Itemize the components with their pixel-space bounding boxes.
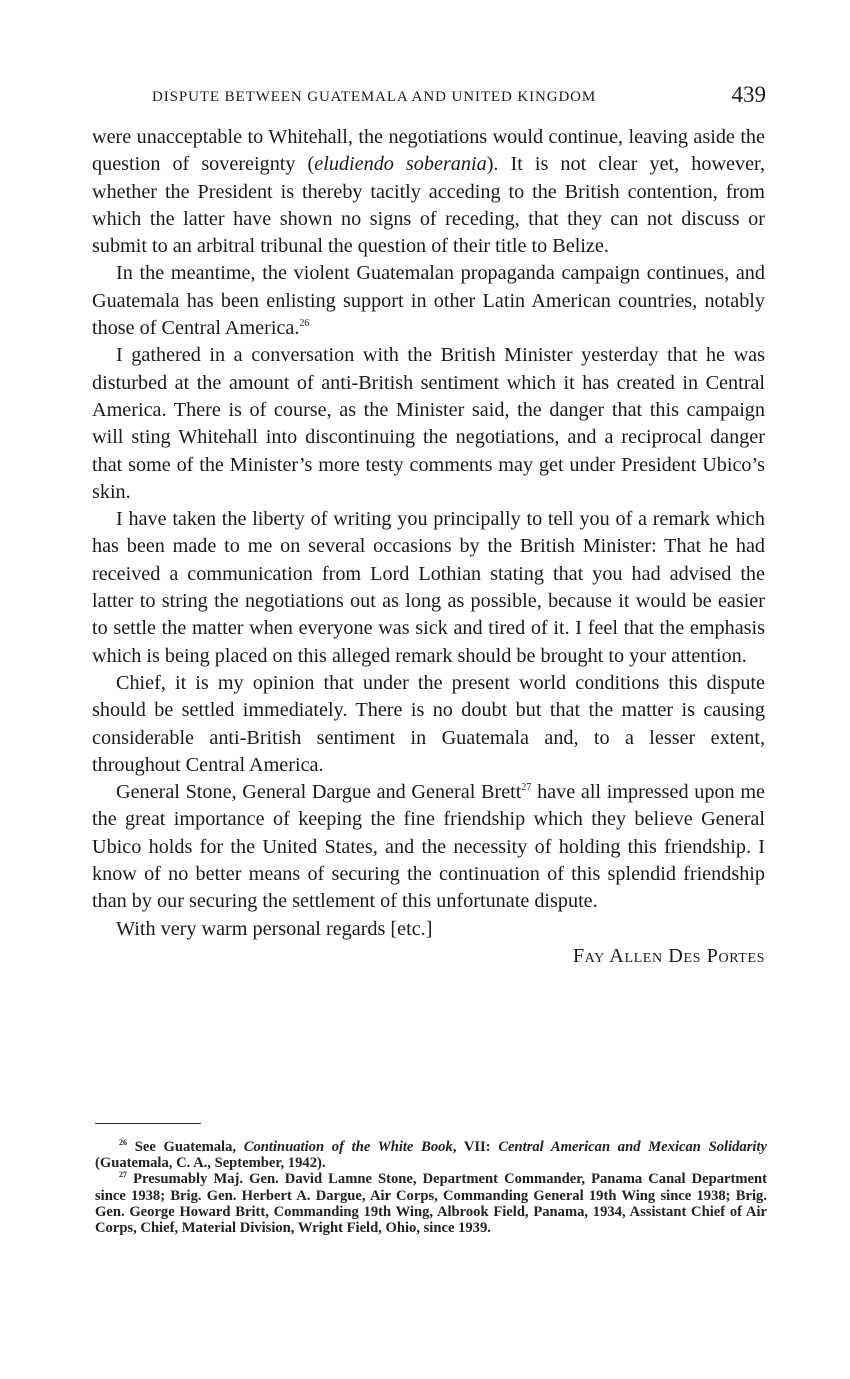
paragraph-1 [92, 124, 765, 260]
paragraph-4: I have taken the liberty of writing you principally to tell you of a remark which has been made to me on several occasions by the British Minister: That he had received a communication from Lord Lothian stating that you had advised the latter to string the negotiations out as long as possible, because it would be easier to settle the matter when everyone was sick and tired of it. I feel that the emphasis which is being placed on this alleged remark should be brought to your attention. [92, 508, 765, 667]
paragraph-6 [92, 779, 765, 915]
footnote-ref-26: 26 [299, 318, 310, 330]
page-number: 439 [731, 82, 766, 107]
paragraph-1-text-b: ). It is not clear yet, however, whether the President is thereby tacitly acceding to the British contention, from which the latter have shown no signs of receding, that they can not discuss or submit to an arbitral tribunal the question of their title to Belize. [92, 153, 765, 258]
letter-body [92, 124, 765, 970]
footnote-27 [95, 1171, 767, 1236]
footnote-ref-27: 27 [521, 782, 532, 794]
footnote-26-number: 26 [119, 1138, 127, 1147]
closing-line: With very warm personal regards [etc.] [116, 917, 433, 940]
paragraph-1-text-a: were unacceptable to Whitehall, the negotiations would continue, leaving aside the question of sovereignty ( [92, 126, 765, 176]
footnotes [95, 1139, 767, 1236]
paragraph-6-text-b: have all impressed upon me the great importance of keeping the fine friendship which they believe General Ubico holds for the United States, and the necessity of holding this friendship. I know of no better means of securing the continuation of this splendid friendship than by our securing the settlement of this unfortunate dispute. [92, 781, 765, 913]
paragraph-6-text-a: General Stone, General Dargue and General Brett [116, 781, 522, 804]
footnote-27-text: Presumably Maj. Gen. David Lamne Stone, Department Commander, Panama Canal Department since 1938; Brig. Gen. Herbert A. Dargue, Air Corps, Commanding General 19th Wing since 1938; Brig. Gen. George Howard Britt, Commanding 19th Wing, Albrook Field, Panama, 1934, Assistant Chief of Air Corps, Chief, Material Division, Wright Field, Ohio, since 1939. [95, 1171, 767, 1237]
footnote-27-number: 27 [119, 1170, 127, 1180]
paragraph-5: Chief, it is my opinion that under the present world conditions this dispute should be settled immediately. There is no doubt but that the matter is causing considerable anti-British sentiment in Guatemala and, to a lesser extent, throughout Central America. [92, 671, 765, 776]
footnote-26 [95, 1139, 767, 1171]
footnote-26-italic-b: Central American and Mexican Solidarity [498, 1139, 767, 1155]
footnote-divider [95, 1123, 201, 1124]
paragraph-2-text: In the meantime, the violent Guatemalan propaganda campaign continues, and Guatemala has been enlisting support in other Latin American countries, notably those of Central America. [92, 262, 765, 340]
paragraph-3: I gathered in a conversation with the British Minister yesterday that he was disturbed at the amount of anti-British sentiment which it has created in Central America. There is of course, as the Minister said, the danger that this campaign will sting Whitehall into discontinuing the negotiations, and a reciprocal danger that some of the Minister’s more testy comments may get under President Ubico’s skin. [92, 344, 765, 503]
signature: Fay Allen Des Portes [572, 944, 765, 967]
footnote-26-text-b: , VII: [452, 1139, 499, 1155]
paragraph-2 [92, 260, 765, 342]
running-head [152, 82, 766, 112]
footnote-26-italic-a: Continuation of the White Book [243, 1139, 453, 1155]
footnote-26-text-a: See Guatemala, [134, 1139, 244, 1155]
paragraph-1-italic: eludiendo soberania [314, 153, 487, 176]
footnote-26-text-c: (Guatemala, C. A., September, 1942). [95, 1155, 326, 1172]
running-title: DISPUTE BETWEEN GUATEMALA AND UNITED KINGDOM [152, 89, 597, 105]
